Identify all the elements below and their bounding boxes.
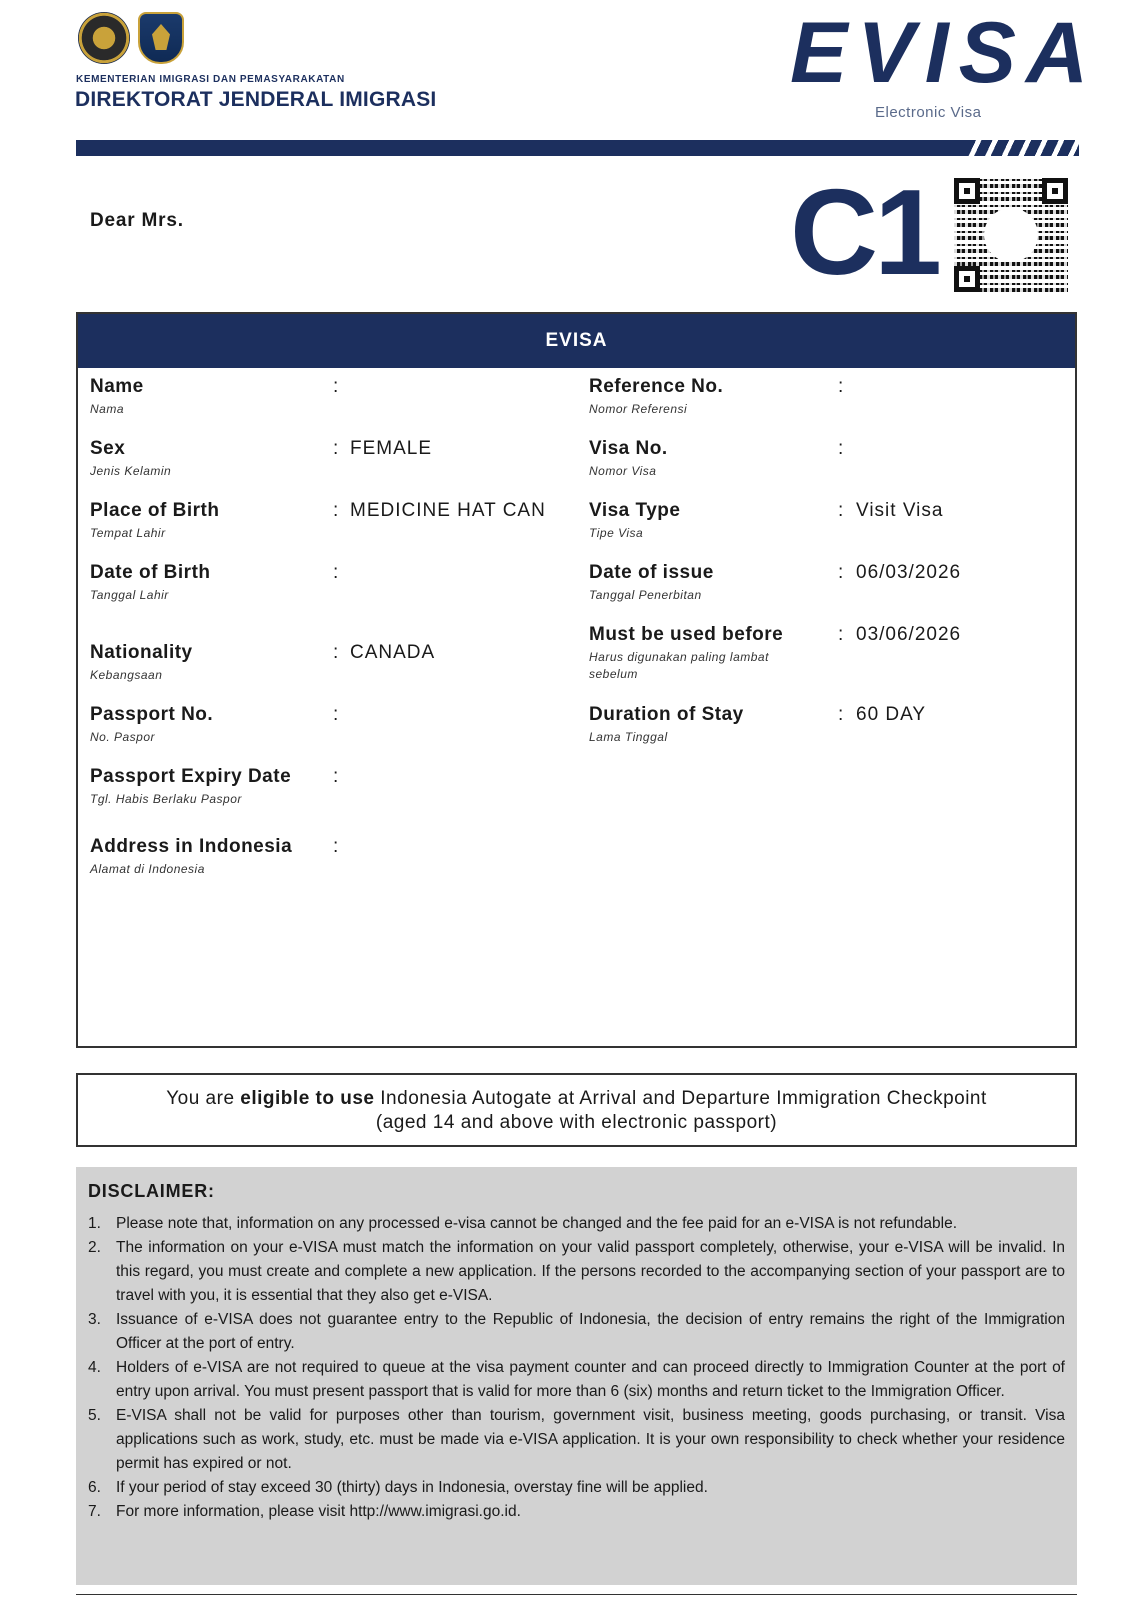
ministry-name: KEMENTERIAN IMIGRASI DAN PEMASYARAKATAN [76,74,345,85]
field-label: Place of Birth [90,500,220,521]
field-colon: : [333,836,340,857]
field-sublabel: Tanggal Penerbitan [589,588,702,602]
disclaimer-list [88,1212,1065,1524]
autogate-notice [76,1073,1077,1147]
field-sublabel: Nomor Referensi [589,402,688,416]
field-colon: : [838,438,845,459]
field-colon: : [333,376,340,397]
field-label: Sex [90,438,126,459]
field-label: Duration of Stay [589,704,744,725]
field-colon: : [333,704,340,725]
field-sublabel: Harus digunakan paling lambat [589,650,769,664]
field-value: CANADA [350,642,436,663]
field-label: Reference No. [589,376,724,397]
field-value: FEMALE [350,438,433,459]
evisa-logo-subtitle: Electronic Visa [875,104,982,121]
field-sublabel: Alamat di Indonesia [90,862,205,876]
field-sublabel-line2: sebelum [589,667,638,681]
field-label: Passport Expiry Date [90,766,292,787]
evisa-logo [790,5,1099,101]
field-label: Must be used before [589,624,784,645]
field-label: Date of Birth [90,562,211,583]
list-item: 2. The information on your e-VISA must match the information on your valid passport completely, otherwise, your e-VISA will be invalid. In this regard, you must create and complete a new application. If the persons recorded to the accompanying section of your passport are to travel with you, it is essential that they also get e-VISA. [88,1239,1065,1304]
field-colon: : [333,766,340,787]
field-value: 06/03/2026 [856,562,962,583]
field-label: Passport No. [90,704,214,725]
immigration-emblem-icon [138,12,184,64]
autogate-line1 [78,1087,1075,1111]
list-item: 3. Issuance of e-VISA does not guarantee entry to the Republic of Indonesia, the decision of entry remains the right of the Immigration Officer at the port of entry. [88,1311,1065,1352]
field-sublabel: Nomor Visa [589,464,657,478]
field-colon: : [333,438,340,459]
field-value: MEDICINE HAT CAN [350,500,546,521]
panel-title: EVISA [78,314,1075,368]
autogate-prefix: You are [166,1088,241,1109]
autogate-rest: Indonesia Autogate at Arrival and Departure Immigration Checkpoint [374,1088,987,1109]
greeting: Dear Mrs. [90,210,184,231]
field-value: 03/06/2026 [856,624,962,645]
autogate-bold: eligible to use [240,1088,375,1109]
evisa-details-panel [76,312,1077,1048]
field-label: Visa Type [589,500,681,521]
disclaimer-title: DISCLAIMER: [88,1181,215,1201]
field-sublabel: No. Paspor [90,730,156,744]
field-colon: : [838,376,845,397]
field-sublabel: Kebangsaan [90,668,163,682]
field-label: Name [90,376,144,397]
field-label: Date of issue [589,562,714,583]
header-divider-stripes [965,140,1079,156]
qr-code-icon [954,178,1068,292]
header-divider-bar [76,140,1042,156]
field-label: Visa No. [589,438,668,459]
field-value: Visit Visa [856,500,944,521]
directorate-name: DIREKTORAT JENDERAL IMIGRASI [75,88,437,111]
field-sublabel: Tempat Lahir [90,526,166,540]
list-item: 6. If your period of stay exceed 30 (thirty) days in Indonesia, overstay fine will be applied. [88,1479,708,1496]
field-sublabel: Lama Tinggal [589,730,668,744]
field-sublabel: Tanggal Lahir [90,588,169,602]
field-sublabel: Tipe Visa [589,526,644,540]
field-colon: : [333,562,340,583]
field-colon: : [333,642,340,663]
field-value: 60 DAY [856,704,927,725]
list-item: 7. For more information, please visit http://www.imigrasi.go.id. [88,1503,521,1520]
visa-category-code: C1 [790,164,938,300]
list-item: 1. Please note that, information on any processed e-visa cannot be changed and the fee paid for an e-VISA is not refundable. [88,1215,958,1232]
field-colon: : [333,500,340,521]
field-sublabel: Tgl. Habis Berlaku Paspor [90,792,242,806]
field-colon: : [838,704,845,725]
field-label: Address in Indonesia [90,836,293,857]
field-sublabel: Jenis Kelamin [90,464,172,478]
field-colon: : [838,562,845,583]
list-item: 4. Holders of e-VISA are not required to queue at the visa payment counter and can proceed directly to Immigration Counter at the port of entry upon arrival. You must present passport that is valid for more than 6 (six) months and return ticket to the Immigration Officer. [88,1359,1065,1400]
bottom-divider [76,1594,1077,1595]
field-colon: : [838,624,845,645]
field-sublabel: Nama [90,402,125,416]
garuda-emblem-icon [78,12,130,64]
list-item: 5. E-VISA shall not be valid for purposes other than tourism, government visit, business meeting, goods purchasing, or transit. Visa applications such as work, study, etc. must be made via e-VISA application. It is your own responsibility to check whether your residence permit has expired or not. [88,1407,1065,1472]
field-label: Nationality [90,642,193,663]
field-colon: : [838,500,845,521]
disclaimer-panel [76,1167,1077,1585]
evisa-logo-text: EVISA [790,5,1099,101]
autogate-line2: (aged 14 and above with electronic passport) [375,1112,778,1133]
